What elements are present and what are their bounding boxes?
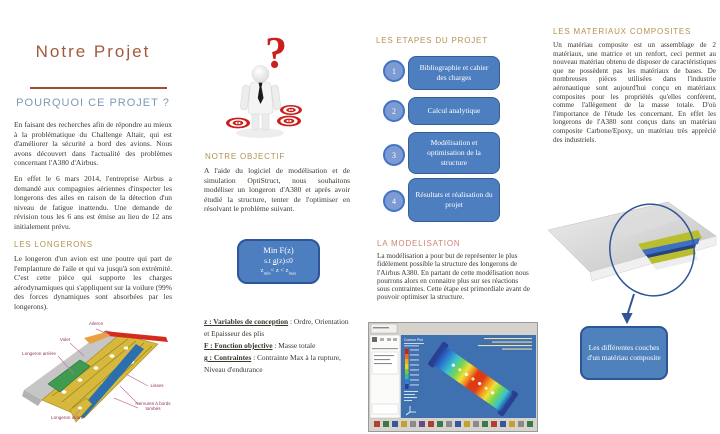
fea-contour-label: Contour Plot (404, 338, 423, 342)
constraint-line: s.t g(z)≤0 (264, 256, 293, 266)
step-3-box: Modélisation et optimisation de la structure (408, 132, 500, 174)
fea-simulation-screenshot (368, 322, 538, 432)
step-1-number-badge: 1 (383, 60, 405, 82)
wing-structure-diagram (18, 318, 174, 430)
step-1-box: Bibliographie et cahier des charges (408, 56, 500, 90)
paragraph-longerons: Le longeron d'un avion est une poutre qui part de l'emplanture de l'aile et qui va jusqu'à son extrémité. C'est cette pièce qui supporte les charges aérodynamiques qui s'appliquent sur la voilure (99% des forces dynamiques sont absorbées par les longerons). (14, 254, 172, 311)
section-heading-pourquoi: POURQUOI CE PROJET ? (16, 97, 170, 109)
section-heading-longerons: LES LONGERONS (14, 240, 93, 249)
section-heading-objectif: NOTRE OBJECTIF (205, 152, 286, 161)
arrow-down-icon (623, 294, 634, 322)
wing-label-aileron: Aileron (88, 321, 104, 326)
paragraph-pourquoi-2: En effet le 6 mars 2014, l'entreprise Airbus a demandé aux compagnies aériennes d'inspecter les longerons des ailes en raison de la détection d'un niveau de fatigue inattendu. Une demande de révision tous les 6 ans est émise au lieu de 12 ans initialement prévu. (14, 174, 172, 231)
definitions-block (204, 316, 354, 376)
paragraph-modelisation: La modélisation a pour but de représenter le plus fidèlement possible la structure des longerons de l'Airbus A380. En partant de cette modélisation nous pourrons alors en connaitre plus sur ses réactions sous contraintes. Cette étape est primordiale avant de pouvoir optimiser la structure. (377, 252, 530, 302)
page-title: Notre Projet (35, 42, 151, 61)
target-icon (226, 118, 250, 129)
definition-z: z : Variables de conception : Ordre, Orientation et Epaisseur des plis (204, 317, 349, 338)
target-icon (277, 116, 301, 127)
wing-label-longeron-arriere: Longeron arrière (22, 351, 56, 356)
definition-f: F : Fonction objective : Masse totale (204, 341, 316, 350)
paragraph-objectif: A l'aide du logiciel de modélisation et de simulation OptiStruct, nous souhaitons modéliser un longeron d'A380 et après avoir étudié la structure, tenter de l'optimiser en résolvant le problème suivant. (204, 166, 350, 214)
section-heading-etapes: LES ETAPES DU PROJET (376, 36, 488, 45)
target-icon (280, 105, 302, 115)
min-objective-line: Min F(z) (263, 245, 294, 256)
wing-label-lisses: Lisses (150, 383, 164, 388)
wing-label-volet: Volet (59, 337, 71, 342)
paragraph-materiaux: Un matériau composite est un assemblage de 2 matériaux, une matrice et un renfort, ceci permet au nouveau matériau obtenu de disposer de caractéristiques que ne possèdent pas les matériaux de bases. De nombreuses pièces utilisées dans l'industrie aéronautique sont aujourd'hui conçu en matériaux composites pour les propriétés qu'elles confèrent, comme l'allègement de la masse totale. D'où l'importance de l'étude les concernant. En effet les longerons de l'A380 sont conçus dans un matériau composite Carbone/Epoxy, un matériau très apprécié des industriels. (553, 41, 716, 144)
step-2-number-badge: 2 (383, 100, 405, 122)
step-4-box: Résultats et réalisation du projet (408, 178, 500, 222)
definition-g: g : Contraintes : Contrainte Max à la rupture, Niveau d'endurance (204, 353, 341, 374)
title-divider (30, 87, 167, 89)
step-2-box: Calcul analytique (408, 97, 500, 125)
section-heading-modelisation: LA MODELISATION (377, 239, 461, 248)
question-mark-icon: ? (265, 28, 287, 77)
composite-callout-box: Les différentes couches d'un matériau composite (580, 326, 668, 380)
wing-label-nervures: Nervures à bords tombés (135, 401, 171, 411)
question-figure-image (212, 20, 342, 148)
fea-toolbar (370, 419, 536, 430)
step-4-number-badge: 4 (383, 190, 405, 212)
step-3-number-badge: 3 (383, 144, 405, 166)
wing-illustration (18, 318, 174, 430)
optimization-problem-box (237, 239, 320, 284)
paragraph-pourquoi-1: En faisant des recherches afin de répondre au mieux à la problématique du Challenge Altair, qui est d'améliorer la sécurité a bord des avions. Nous avons découvert dans l'actualité des problèmes concernant l'A380 d'Airbus. (14, 120, 172, 168)
wing-label-longeron-avant: Longeron avant (51, 415, 83, 420)
bounds-line: $z_{min}< z < z_{max}$ (260, 267, 297, 276)
section-heading-materiaux: LES MATERIAUX COMPOSITES (553, 27, 692, 36)
composite-layers-image (548, 192, 718, 324)
